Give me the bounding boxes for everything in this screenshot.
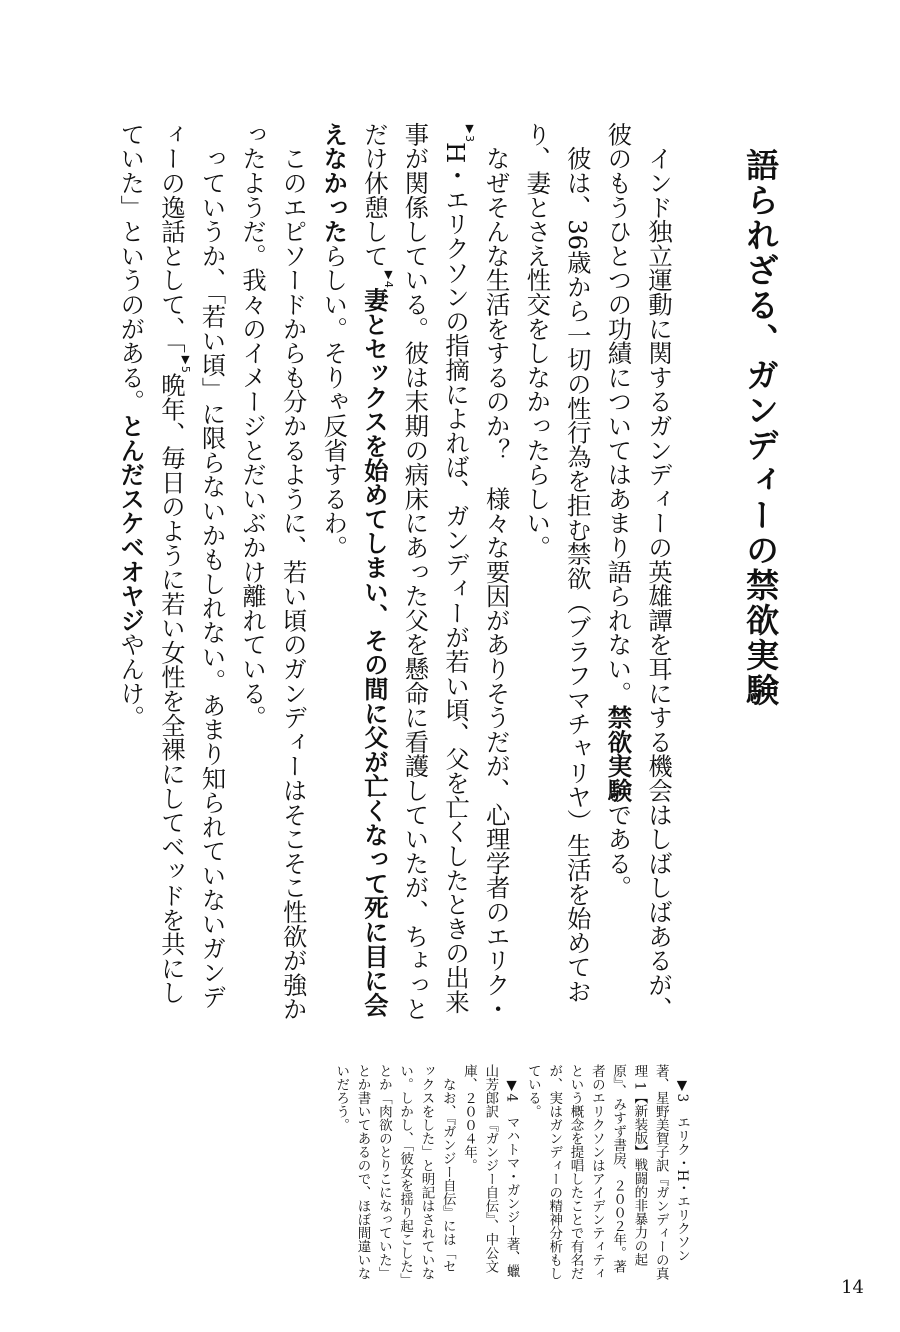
bold-phrase: 妻とセックスを始めてしまい、その間に父が亡くなって死に目に会えなかった (319, 122, 389, 1017)
footnote: ▼4 マハトマ・ガンジー著、蠟山芳郎訳『ガンジー自伝』、中公文庫、２００４年。 (461, 1064, 520, 1278)
section-title: 語られざる、ガンディーの禁欲実験 (741, 148, 781, 708)
footnote: なお、『ガンジー自伝』には「セックスをした」と明記はされていない。しかし、「彼女を揺り起こした」とか「肉欲のとりこになっていた」とか書いてあるので、ほぼ間違いないだろう。 (333, 1064, 456, 1280)
paragraph: インド独立運動に関するガンディーの英雄譚を耳にする機会はしばしばあるが、彼のもうひとつの功績についてはあまり語られない。禁欲実験である。 (603, 122, 673, 1022)
footnote: ▼3 エリク・H・エリクソン著、星野美賀子訳『ガンディーの真理 1【新装版】戦闘的非暴力の起原』、みすず書房、２００２年。著者のエリクソンはアイデンティティという概念を提唱したことで有名だが、実はガンディーの精神分析もしている。 (524, 1064, 690, 1280)
paragraph: このエピソードからも分かるように、若い頃のガンディーはそこそこ性欲が強かったようだ。我々のイメージとだいぶかけ離れている。 (238, 122, 308, 1022)
page-number: 14 (841, 1277, 864, 1298)
footnotes (112, 1064, 692, 1284)
footnote-marker: ▼5 (178, 352, 192, 373)
body-text (112, 122, 678, 1022)
paragraph: 彼は、36歳から一切の性行為を拒む禁欲（ブラフマチャリヤ）生活を始めており、妻とさえ性交をしなかったらしい。 (522, 122, 592, 1004)
footnote-marker: ▼3 (463, 122, 477, 142)
paragraph: っていうか、「若い頃」に限らないかもしれない。あまり知られていないガンディーの逸話として、「$^{▼5}$晩年、毎日のように若い女性を全裸にしてベッドを共にしていた」というのがある。とんだスケベオヤジやんけ。 (116, 122, 227, 1009)
bold-phrase: とんだスケベオヤジ (116, 413, 146, 633)
bold-phrase: 禁欲実験 (603, 705, 633, 803)
footnote-marker: ▼4 (381, 267, 395, 288)
paragraph: なぜそんな生活をするのか？ 様々な要因がありそうだが、心理学者のエリク・$^{▼3}$H・エリクソンの指摘によれば、ガンディーが若い頃、父を亡くしたときの出来事が関係している。彼は末期の病床にあった父を懸命に看護していたが、ちょっとだけ休憩して$^{▼4}$妻とセックスを始めてしまい、その間に父が亡くなって死に目に会えなかったらしい。そりゃ反省するわ。 (319, 122, 511, 1022)
